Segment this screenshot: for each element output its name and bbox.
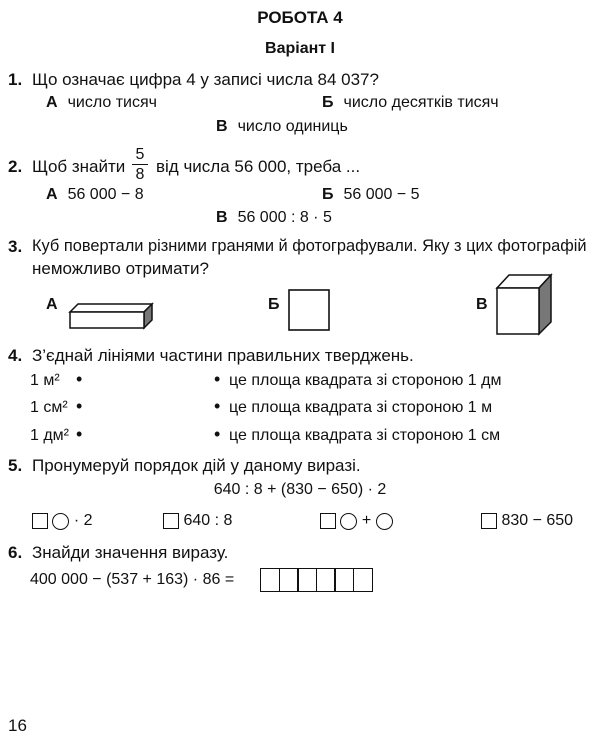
fraction-denominator: 8 [135, 166, 145, 183]
q4-right-2: це площа квадрата зі стороною 1 м [229, 399, 493, 416]
connect-dot-left-2[interactable]: • [76, 396, 83, 416]
answer-box[interactable] [320, 513, 336, 529]
q5-item-1: · 2 [32, 512, 93, 530]
q6-number: 6. [8, 543, 23, 562]
connect-dot-left-3[interactable]: • [76, 424, 83, 444]
q4-text: З’єднай лініями частини правильних тверджень. [32, 346, 414, 365]
q3-line2: неможливо отримати? [32, 259, 209, 278]
q2-number: 2. [8, 157, 23, 176]
variant-title: Варіант І [265, 40, 335, 57]
page-title: РОБОТА 4 [257, 8, 343, 27]
q3-label-c[interactable]: В [476, 296, 488, 313]
q6-answer-cells[interactable] [260, 568, 371, 592]
q2-text-before: Щоб знайти [32, 157, 126, 176]
connect-dot-right-3[interactable]: • [214, 424, 221, 444]
q5-number: 5. [8, 456, 23, 475]
answer-cell[interactable] [279, 568, 299, 592]
fraction-bar [132, 164, 148, 165]
q2-option-b[interactable]: Б 56 000 − 5 [322, 186, 420, 203]
circle-shape [52, 513, 69, 530]
q4-number: 4. [8, 346, 23, 365]
answer-cell[interactable] [260, 568, 280, 592]
q6-text: Знайди значення виразу. [32, 543, 229, 562]
q5-item-3: + [320, 512, 393, 530]
prism-top-face [70, 304, 152, 312]
prism-front-face [70, 312, 144, 328]
q5-text: Пронумеруй порядок дій у даному виразі. [32, 456, 361, 475]
q4-left-3: 1 дм² [30, 427, 70, 444]
q1-option-c[interactable]: В число одиниць [216, 118, 348, 135]
q1-number: 1. [8, 70, 23, 89]
q5-expression: 640 : 8 + (830 − 650) · 2 [213, 481, 387, 498]
q2-option-a[interactable]: А 56 000 − 8 [46, 186, 144, 203]
connect-dot-left-1[interactable]: • [76, 369, 83, 389]
q3-label-a[interactable]: А [46, 296, 58, 313]
q1-option-b[interactable]: Б число десятків тисяч [322, 94, 499, 111]
q5-item-2: 640 : 8 [163, 512, 232, 530]
connect-dot-right-1[interactable]: • [214, 369, 221, 389]
q2-option-c[interactable]: В 56 000 : 8 · 5 [216, 209, 332, 226]
q3-figure-a[interactable] [66, 302, 156, 332]
q3-number: 3. [8, 237, 23, 256]
q2-fraction [132, 146, 148, 183]
connect-dot-right-2[interactable]: • [214, 396, 221, 416]
q4-left-1: 1 м² [30, 372, 60, 389]
answer-box[interactable] [32, 513, 48, 529]
circle-shape [376, 513, 393, 530]
fraction-numerator: 5 [135, 146, 145, 163]
answer-cell[interactable] [297, 568, 317, 592]
answer-cell[interactable] [316, 568, 336, 592]
square-face [289, 290, 329, 330]
answer-box[interactable] [481, 513, 497, 529]
q6-expression: 400 000 − (537 + 163) · 86 = [30, 571, 235, 588]
q3-figure-c[interactable] [494, 272, 556, 338]
q3-line1: Куб повертали різними гранями й фотографували. Яку з цих фотографій [32, 237, 587, 255]
q1-option-a[interactable]: А число тисяч [46, 94, 157, 111]
q1-text: Що означає цифра 4 у записі числа 84 037? [32, 70, 379, 89]
answer-box[interactable] [163, 513, 179, 529]
circle-shape [340, 513, 357, 530]
answer-cell[interactable] [353, 568, 373, 592]
answer-cell[interactable] [334, 568, 354, 592]
q4-right-3: це площа квадрата зі стороною 1 см [229, 427, 501, 444]
page-number: 16 [8, 716, 27, 735]
q3-label-b[interactable]: Б [268, 296, 280, 313]
q3-figure-b[interactable] [286, 287, 334, 335]
cube-front-face [497, 288, 539, 334]
q4-right-1: це площа квадрата зі стороною 1 дм [229, 372, 502, 389]
q5-item-4: 830 − 650 [481, 512, 573, 530]
q2-text-after: від числа 56 000, треба ... [156, 157, 361, 176]
q4-left-2: 1 см² [30, 399, 68, 416]
